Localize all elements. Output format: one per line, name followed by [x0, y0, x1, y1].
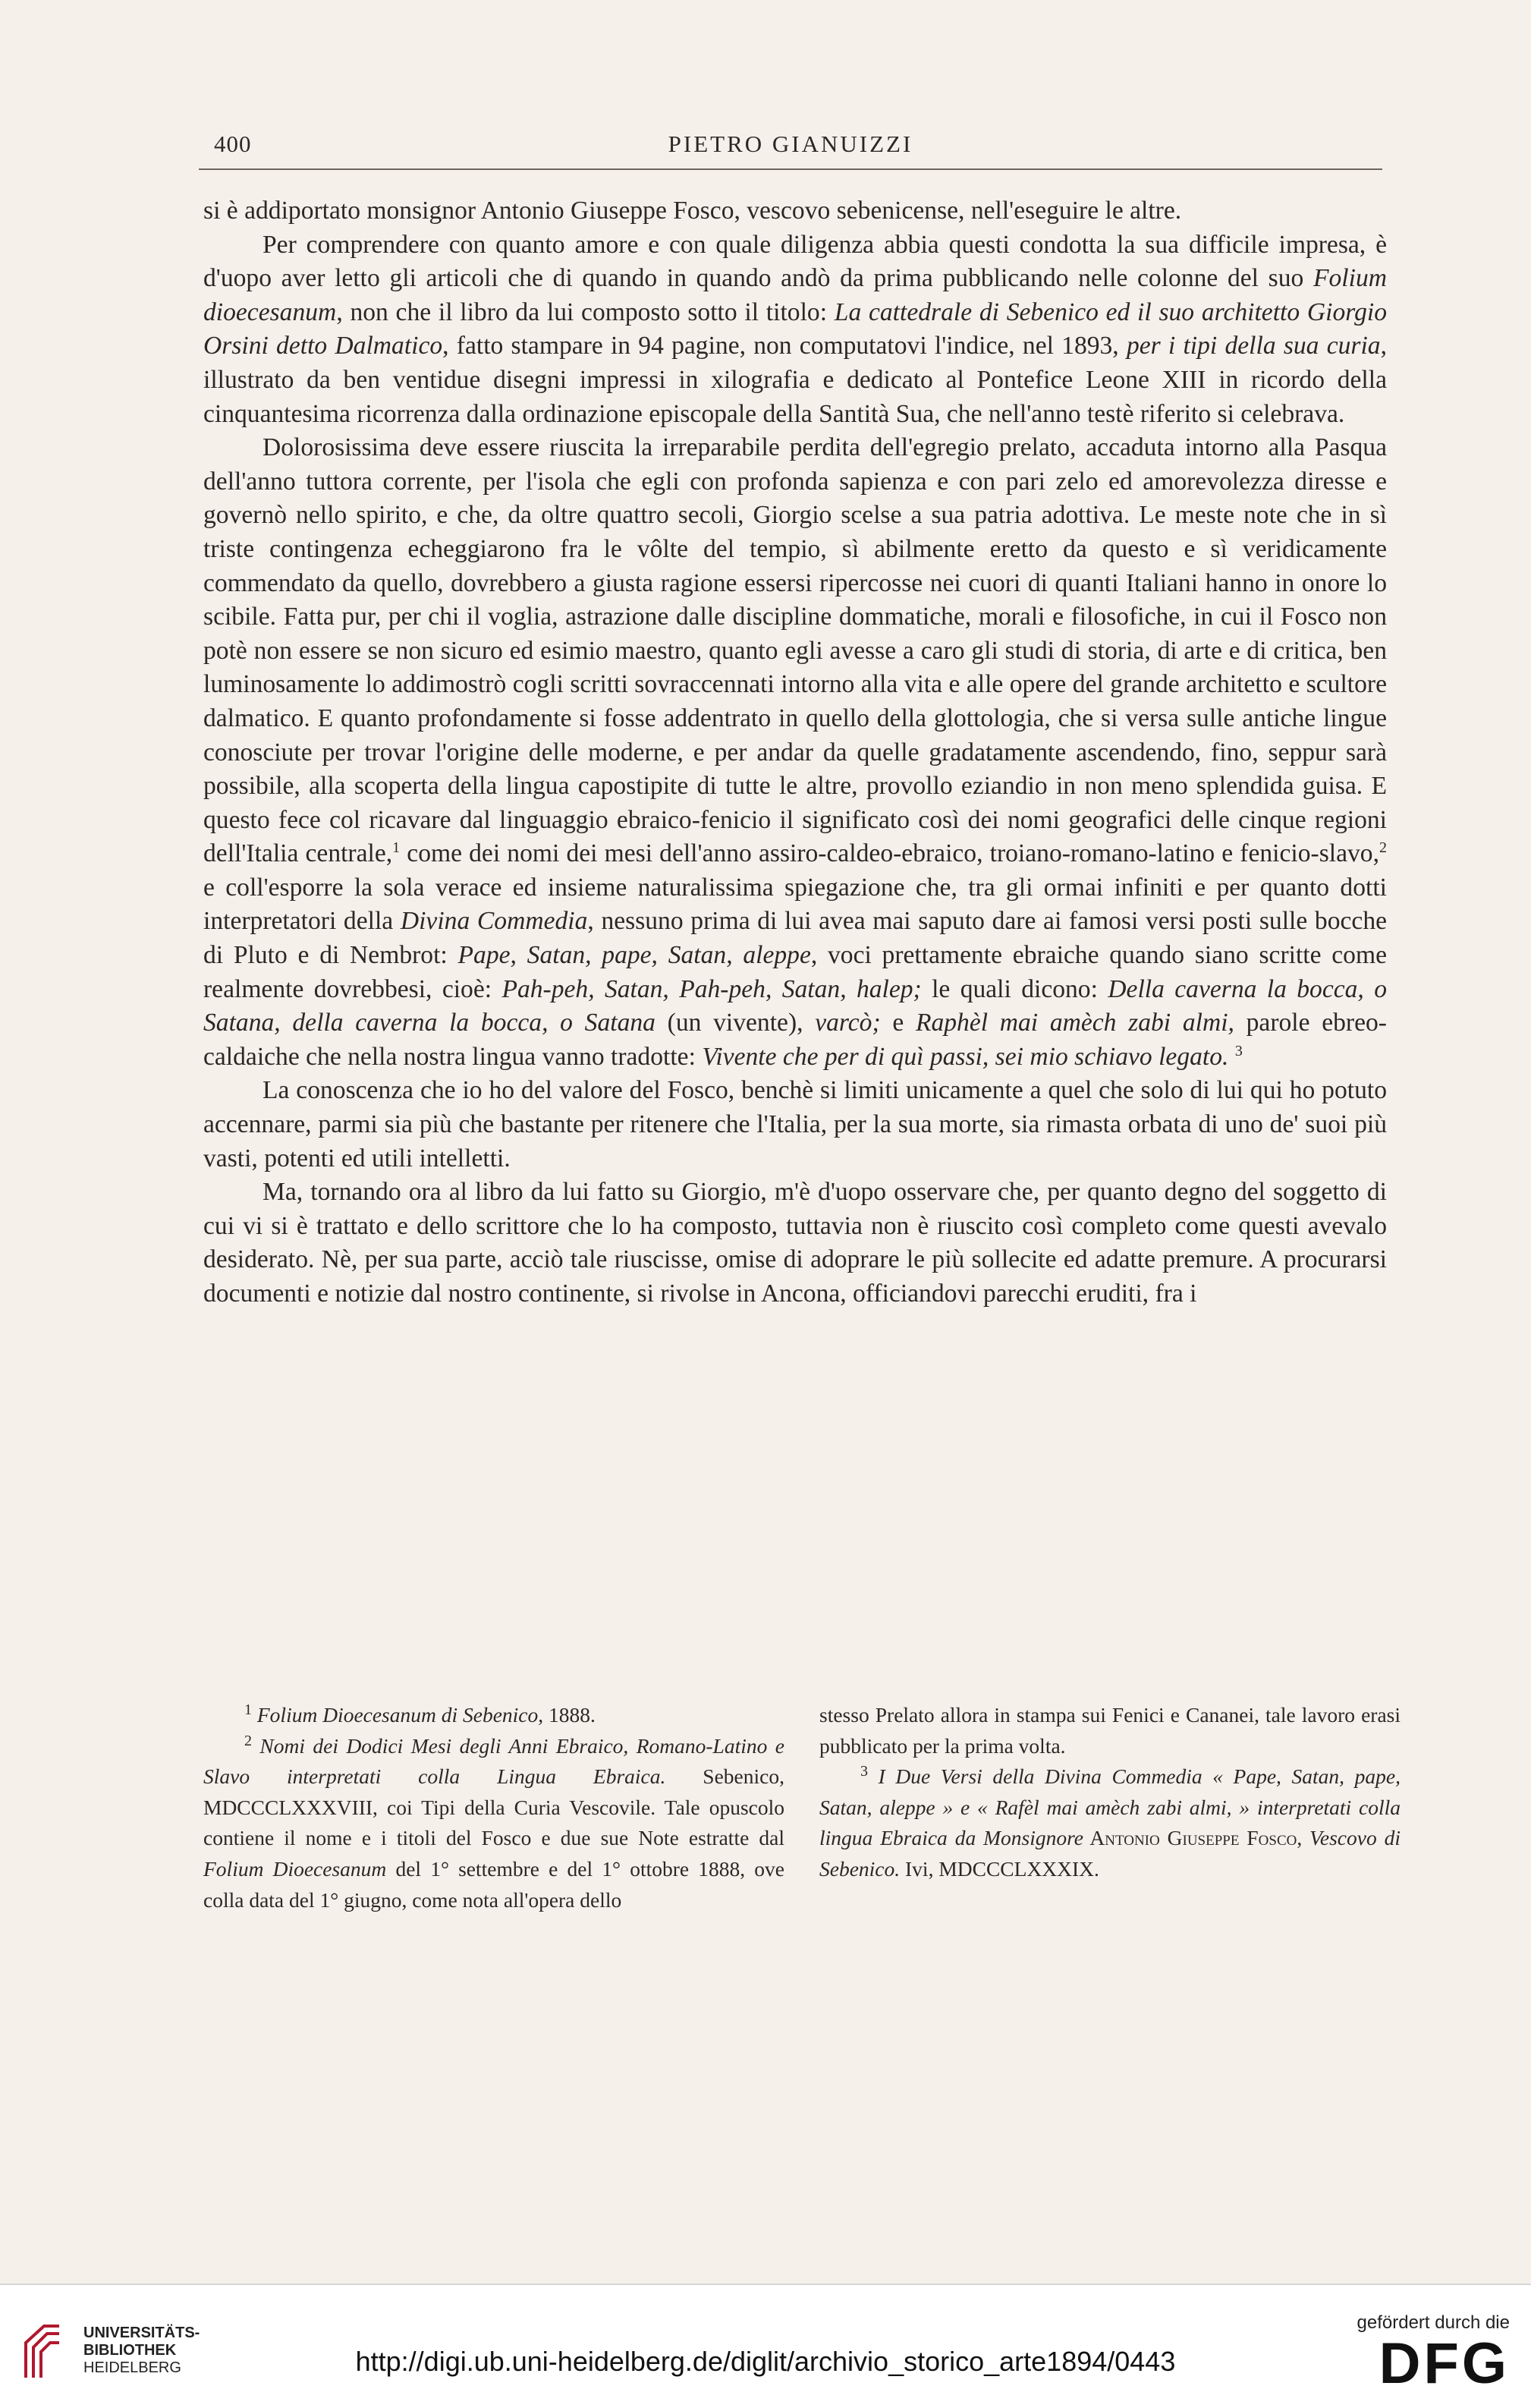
university-library-name: UNIVERSITÄTS- BIBLIOTHEK HEIDELBERG [83, 2325, 200, 2376]
footnote-ref-3[interactable]: 3 [1234, 1042, 1243, 1059]
paragraph-1: si è addiportato monsignor Antonio Giuseppe Fosco, vescovo sebenicense, nell'eseguire le altre. [203, 197, 1182, 225]
footnote-2: $^2$ Nomi dei Dodici Mesi degli Anni Ebraico, Romano-Latino e Slavo interpretati colla Lingua Ebraica. Sebenico, MDCCCLXXXVIII, coi Tipi della Curia Vescovile. Tale opuscolo contiene il nome e i titoli del Fosco e due sue Note estratte dal Folium Dioecesanum del 1° settembre e del 1° ottobre 1888, ove colla data del 1° giugno, come nota all'opera dello [203, 1732, 784, 1912]
running-header [199, 127, 1382, 170]
footnote-3: $^3$ I Due Versi della Divina Commedia « Pape, Satan, pape, Satan, aleppe » e « Rafèl mai amèch zabi almi, » interpretati colla lingua Ebraica da Monsignore Antonio Giuseppe Fosco, Vescovo di Sebenico. Ivi, MDCCCLXXXIX. [819, 1763, 1401, 1881]
footnote-2-continued: stesso Prelato allora in stampa sui Fenici e Cananei, tale lavoro erasi pubblicato per la prima volta. [819, 1703, 1401, 1758]
paragraph-2: Per comprendere con quanto amore e con quale diligenza abbia questi condotta la sua difficile impresa, è d'uopo aver letto gli articoli che di quando in quando andò da prima pubblicando nelle colonne del suo Folium dioecesanum, non che il libro da lui composto sotto il titolo: La cattedrale di Sebenico ed il suo architetto Giorgio Orsini detto Dalmatico, fatto stampare in 94 pagine, non computatovi l'indice, nel 1893, per i tipi della sua curia, illustrato da ben ventidue disegni impressi in xilografia e dedicato al Pontefice Leone XIII in ricordo della cinquantesima ricorrenza dalla ordinazione episcopale della Santità Sua, che nell'anno testè riferito si celebrava. [203, 230, 1387, 428]
footnote-ref-1[interactable]: 1 [392, 839, 401, 857]
page-number: 400 [214, 131, 252, 157]
paragraph-5: Ma, tornando ora al libro da lui fatto su Giorgio, m'è d'uopo osservare che, per quanto degno del soggetto di cui vi si è trattato e dello scrittore che lo ha composto, tuttavia non è riuscito così completo come questi avevalo desiderato. Nè, per sua parte, acciò tale riuscisse, omise di adoprare le più sollecite ed adatte premure. A procurarsi documenti e notizie dal nostro continente, si rivolse in Ancona, officiandovi parecchi eruditi, fra i [203, 1178, 1387, 1308]
running-head-title: PIETRO GIANUIZZI [668, 131, 913, 157]
funder-caption: gefördert durch die [1357, 2312, 1510, 2333]
funder-logo [1335, 2312, 1510, 2394]
footnotes-right-column [819, 1700, 1401, 1885]
header-rule [199, 168, 1382, 170]
footnotes-left-column [203, 1700, 784, 1915]
footnote-ref-2[interactable]: 2 [1379, 839, 1387, 857]
paragraph-4: La conoscenza che io ho del valore del Fosco, benchè si limiti unicamente a quel che solo di lui qui ho potuto accennare, parmi sia più che bastante per ritenere che l'Italia, per la sua morte, sia rimasta orbata di uno de' suoi più vasti, potenti ed utili intelletti. [203, 1076, 1387, 1173]
paragraph-3: Dolorosissima deve essere riuscita la irreparabile perdita dell'egregio prelato, accaduta intorno alla Pasqua dell'anno tuttora corrente, per l'isola che egli con profonda sapienza e con pari zelo ed amorevolezza diresse e governò nello spirito, e che, da oltre quattro secoli, Giorgio scelse a sua patria adottiva. Le meste note che in sì triste contingenza echeggiarono fra le vôlte del tempio, sì abilmente eretto da questo e sì veridicamente commendato da quello, dovrebbero a giusta ragione essersi ripercosse nei cuori di quanti Italiani hanno in onore lo scibile. Fatta pur, per chi il voglia, astrazione dalle discipline dommatiche, morali e filosofiche, in cui il Fosco non potè non essere se non sicuro ed esimio maestro, quanto egli avesse a caro gli studi di storia, di arte e di critica, ben luminosamente lo addimostrò cogli scritti sovraccennati intorno alla vita e alle opere del grande architetto e scultore dalmatico. E quanto profondamente si fosse addentrato in quello della glottologia, che si versa sulle antiche lingue conosciute per trovar l'origine delle moderne, e per andar da quelle gradatamente ascendendo, fino, seppur sarà possibile, alla scoperta della lingua capostipite di tutte le altre, provollo eziandio in non meno splendida guisa. E questo fece col ricavare dal linguaggio ebraico-fenicio il significato così dei nomi geografici delle cinque regioni dell'Italia centrale,$^1$ come dei nomi dei mesi dell'anno assiro-caldeo-ebraico, troiano-romano-latino e fenicio-slavo,$^2$ e coll'esporre la sola verace ed insieme naturalissima spiegazione che, tra gli ormai infiniti e per quanto dotti interpretatori della Divina Commedia, nessuno prima di lui avea mai saputo dare ai famosi versi posti sulle bocche di Pluto e di Nembrot: Pape, Satan, pape, Satan, aleppe, voci prettamente ebraiche quando siano scritte come realmente dovrebbesi, cioè: Pah-peh, Satan, Pah-peh, Satan, halep; le quali dicono: Della caverna la bocca, o Satana, della caverna la bocca, o Satana (un vivente), varcò; e Raphèl mai amèch zabi almi, parole ebreo-caldaiche che nella nostra lingua vanno tradotte: Vivente che per di quì passi, sei mio schiavo legato. $^3$ [203, 433, 1388, 1071]
footnote-1: $^1$ Folium Dioecesanum di Sebenico, 1888. [244, 1701, 596, 1727]
permalink-url[interactable]: http://digi.ub.uni-heidelberg.de/diglit/archivio_storico_arte1894/0443 [355, 2346, 1176, 2377]
digitization-footer [0, 2284, 1531, 2408]
dfg-logo-icon: DFG [1379, 2331, 1510, 2396]
main-text [203, 194, 1387, 1311]
